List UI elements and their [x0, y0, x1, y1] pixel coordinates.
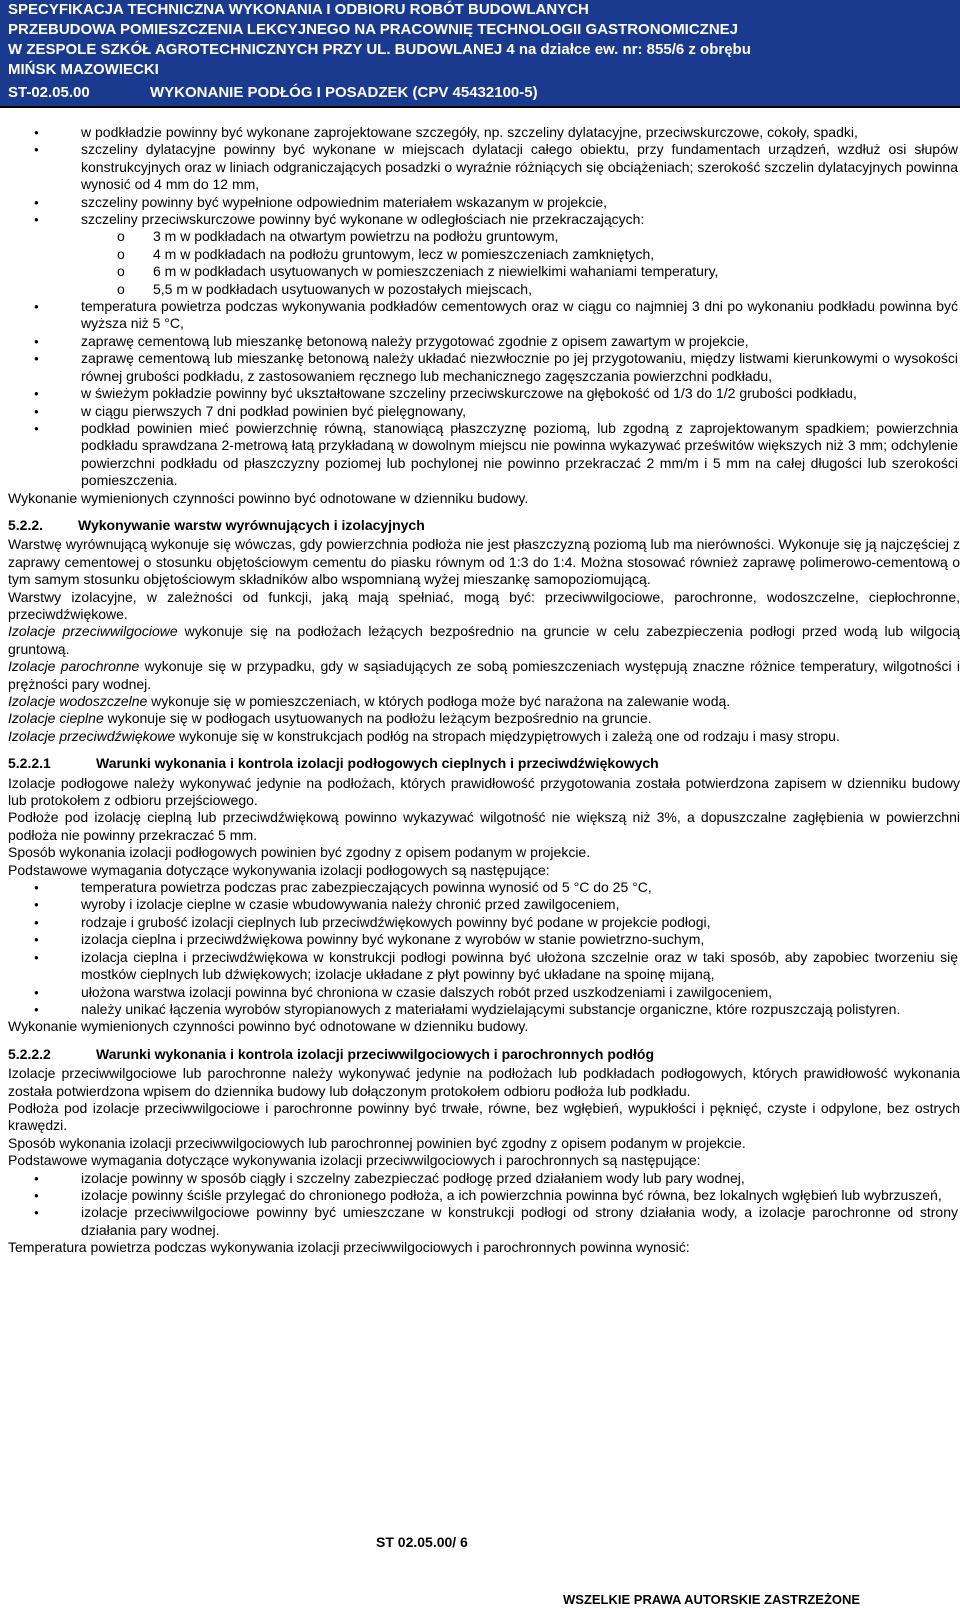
paragraph: [8, 728, 960, 745]
list-item: ● temperatura powietrza podczas wykonywania podkładów cementowych oraz w ciągu co najmniej 3 dni po wykonaniu podkładu powinna być wyższa niż 5 °C,: [8, 298, 958, 333]
heading-title: Wykonywanie warstw wyrównujących i izolacyjnych: [78, 516, 425, 533]
list-item: ● izolacje powinny w sposób ciągły i szczelny zabezpieczać podłogę przed działaniem wody lub pary wodnej,: [8, 1170, 958, 1187]
term-text: wykonuje się na podłożach leżących bezpośrednio na gruncie w celu zabezpieczenia podłogi przed wodą lub wilgocią gruntową.: [8, 623, 960, 657]
paragraph: Warstwy izolacyjne, w zależności od funkcji, jaką mają spełniać, mogą być: przeciwwilgociowe, parochronne, wodoszczelne, ciepłochronne, przeciwdźwiękowe.: [8, 588, 960, 622]
list-item: ● izolacje powinny ściśle przylegać do chronionego podłoża, a ich powierzchnia powinna być równa, bez lokalnych wgłębień lub wybrzuszeń,: [8, 1187, 958, 1204]
term-text: wykonuje się w pomieszczeniach, w których podłoga może być narażona na zalewanie wodą.: [147, 693, 731, 709]
header-line-3: W ZESPOLE SZKÓŁ AGROTECHNICZNYCH PRZY UL. BUDOWLANEJ 4 na działce ew. nr: 855/6 z obrębu: [8, 41, 751, 58]
sub-list-item: o 5,5 m w podkładach usytuowanych w pozostałych miejscach,: [81, 281, 958, 298]
heading-number: 5.2.2.2: [8, 1045, 51, 1062]
paragraph: Sposób wykonania izolacji przeciwwilgociowych lub parochronnej powinien być zgodny z opisem podanym w projekcie.: [8, 1134, 746, 1151]
paragraph: Temperatura powietrza podczas wykonywania izolacji przeciwwilgociowych i parochronnych powinna wynosić:: [8, 1239, 690, 1256]
sub-list-item: o 3 m w podkładach na otwartym powietrzu na podłożu gruntowym,: [81, 228, 958, 245]
list-item: ● zaprawę cementową lub mieszankę betonową należy układać niezwłocznie po jej przygotowaniu, między listwami kierunkowymi o wysokości równej grubości podkładu, z zastosowaniem ręcznego lub mechanicznego zagęszczania powierzchni podkładu,: [8, 350, 958, 385]
heading-title: Warunki wykonania i kontrola izolacji przeciwwilgociowych i parochronnych podłóg: [96, 1045, 655, 1062]
term: Izolacje cieplne: [8, 710, 104, 727]
bullet-list-2: [8, 879, 960, 1018]
term: Izolacje przeciwwilgociowe: [8, 623, 178, 640]
list-item: [8, 211, 958, 298]
spec-code: ST-02.05.00: [8, 84, 90, 101]
paragraph: Izolacje przeciwwilgociowe lub parochronne należy wykonywać jedynie na podłożach lub podkładach podłogowych, których prawidłowość wykonania została potwierdzona wpisem do dziennika budowy lub dołączonym protokołem odbioru podłoża lub podkładu.: [8, 1065, 960, 1099]
list-item: ● zaprawę cementową lub mieszankę betonową należy przygotować zgodnie z opisem zawartym w projekcie,: [8, 333, 958, 350]
heading-number: 5.2.2.: [8, 516, 44, 533]
section-title: WYKONANIE PODŁÓG I POSADZEK (CPV 45432100-5): [150, 84, 538, 101]
term: Izolacje parochronne: [8, 658, 140, 675]
heading-5-2-2-1: [8, 755, 960, 772]
list-item: ● izolacja cieplna i przeciwdźwiękowa w konstrukcji podłogi powinna być ułożona szczelnie oraz w taki sposób, aby zapobiec tworzeniu się mostków cieplnych lub dźwiękowych; izolacje układane z płyt powinny być układane na spoinę mijaną,: [8, 949, 958, 984]
sub-list: [81, 228, 958, 298]
paragraph: Podłoża pod izolacje przeciwwilgociowe i parochronne powinny być trwałe, równe, bez wgłębień, wypukłości i pęknięć, czyste i odpylone, bez ostrych krawędzi.: [8, 1099, 960, 1134]
list-item-text: szczeliny przeciwskurczowe powinny być wykonane w odległościach nie przekraczających:: [81, 211, 645, 228]
list-item: ● w ciągu pierwszych 7 dni podkład powinien być pielęgnowany,: [8, 403, 958, 420]
note-paragraph: Wykonanie wymienionych czynności powinno być odnotowane w dzienniku budowy.: [8, 1018, 529, 1035]
header-divider: [0, 106, 960, 108]
paragraph: Podstawowe wymagania dotyczące wykonywania izolacji podłogowych są następujące:: [8, 861, 550, 878]
list-item: ● szczeliny dylatacyjne powinny być wykonane w miejscach dylatacji całego obiektu, przy fundamentach urządzeń, wzdłuż osi słupów konstrukcyjnych oraz w liniach odgraniczających posadzki o wyraźnie różniących się obciążeniach; szerokość szczelin dylatacyjnych powinna wynosić od 4 mm do 12 mm,: [8, 141, 958, 193]
paragraph: [8, 658, 960, 693]
heading-number: 5.2.2.1: [8, 755, 51, 772]
note-paragraph: Wykonanie wymienionych czynności powinno być odnotowane w dzienniku budowy.: [8, 489, 529, 506]
heading-5-2-2: [8, 517, 960, 534]
list-item: ● należy unikać łączenia wyrobów styropianowych z materiałami wydzielającymi substancje organiczne, które rozpuszczają polistyren.: [8, 1001, 958, 1018]
term: Izolacje wodoszczelne: [8, 693, 148, 709]
list-item: ● temperatura powietrza podczas prac zabezpieczających powinna wynosić od 5 °C do 25 °C,: [8, 879, 958, 896]
list-item: ● wyroby i izolacje cieplne w czasie wbudowywania należy chronić przed zawilgoceniem,: [8, 896, 958, 913]
bullet-list-3: [8, 1170, 960, 1240]
paragraph: [8, 623, 960, 658]
heading-title: Warunki wykonania i kontrola izolacji podłogowych cieplnych i przeciwdźwiękowych: [96, 755, 659, 772]
header-line-4: MIŃSK MAZOWIECKI: [8, 61, 159, 78]
paragraph: [8, 693, 960, 710]
copyright-notice: WSZELKIE PRAWA AUTORSKIE ZASTRZEŻONE: [563, 1592, 861, 1607]
paragraph: Podstawowe wymagania dotyczące wykonywania izolacji przeciwwilgociowych i parochronnych są następujące:: [8, 1152, 701, 1169]
list-item: ● izolacja cieplna i przeciwdźwiękowa powinny być wykonane z wyrobów w stanie powietrzno-suchym,: [8, 931, 958, 948]
document-header: [0, 0, 960, 108]
header-line-1: SPECYFIKACJA TECHNICZNA WYKONANIA I ODBIORU ROBÓT BUDOWLANYCH: [8, 1, 589, 18]
sub-list-item: o 6 m w podkładach usytuowanych w pomieszczeniach z niewielkimi wahaniami temperatury,: [81, 263, 958, 280]
list-item: ● izolacje przeciwwilgociowe powinny być umieszczane w konstrukcji podłogi od strony działania wody, a izolacje parochronne od strony działania pary wodnej.: [8, 1204, 958, 1239]
list-item: ● ułożona warstwa izolacji powinna być chroniona w czasie dalszych robót przed uszkodzeniami i zawilgoceniem,: [8, 984, 958, 1001]
heading-5-2-2-2: [8, 1046, 960, 1063]
header-line-2: PRZEBUDOWA POMIESZCZENIA LEKCYJNEGO NA PRACOWNIĘ TECHNOLOGII GASTRONOMICZNEJ: [8, 21, 739, 38]
list-item: ● w podkładzie powinny być wykonane zaprojektowane szczegóły, np. szczeliny dylatacyjne, przeciwskurczowe, cokoły, spadki,: [8, 124, 958, 141]
paragraph: Podłoże pod izolację cieplną lub przeciwdźwiękową powinno wykazywać wilgotność nie większą niż 3%, a dopuszczalne zagłębienia w powierzchni podłoża nie powinny przekraczać 5 mm.: [8, 809, 960, 843]
paragraph: Sposób wykonania izolacji podłogowych powinien być zgodny z opisem podanym w projekcie.: [8, 844, 591, 861]
term-text: wykonuje się w konstrukcjach podłóg na stropach międzypiętrowych i zależą one od rodzaju i masy stropu.: [175, 727, 840, 744]
list-item: ● szczeliny powinny być wypełnione odpowiednim materiałem wskazanym w projekcie,: [8, 194, 958, 211]
term-text: wykonuje się w przypadku, gdy w sąsiadujących ze sobą pomieszczeniach występują znaczne różnice temperatury, wilgotności i prężności pary wodnej.: [8, 658, 960, 692]
list-item: ● rodzaje i grubość izolacji cieplnych lub przeciwdźwiękowych powinny być podane w projekcie podłogi,: [8, 914, 958, 931]
document-body: [8, 124, 960, 1257]
term: Izolacje przeciwdźwiękowe: [8, 727, 176, 744]
page-number: ST 02.05.00/ 6: [376, 1534, 468, 1550]
term-text: wykonuje się w podłogach usytuowanych na podłożu leżącym bezpośrednio na gruncie.: [103, 710, 652, 727]
list-item: ● w świeżym pokładzie powinny być ukształtowane szczeliny przeciwskurczowe na głębokość od 1/3 do 1/2 grubości podkładu,: [8, 385, 958, 402]
list-item: ● podkład powinien mieć powierzchnię równą, stanowiącą płaszczyznę poziomą, lub zgodną z zaprojektowanym spadkiem; powierzchnia podkładu sprawdzana 2-metrową łatą przykładaną w dowolnym miejscu nie powinna wykazywać prześwitów większych niż 3 mm; odchylenie powierzchni podkładu od płaszczyzny poziomej lub pochylonej nie powinno przekraczać 2 mm/m i 5 mm na całej długości lub szerokości pomieszczenia.: [8, 420, 958, 490]
paragraph: [8, 710, 960, 727]
paragraph: Warstwę wyrównującą wykonuje się wówczas, gdy powierzchnia podłoża nie jest płaszczyzną poziomą lub ma nierówności. Wykonuje się ją najczęściej z zaprawy cementowej o stosunku objętościowym cementu do piasku równym od 1:3 do 1:4. Można stosować również zaprawę polimerowo-cementową o tym samym stosunku objętościowym składników albo wspomnianą wyżej mieszankę samopoziomującą.: [8, 536, 960, 588]
paragraph: Izolacje podłogowe należy wykonywać jedynie na podłożach, których prawidłowość przygotowania została potwierdzona zapisem w dzienniku budowy lub protokołem z odbioru przejściowego.: [8, 774, 960, 809]
bullet-list-1: [8, 124, 960, 490]
sub-list-item: o 4 m w podkładach na podłożu gruntowym, lecz w pomieszczeniach zamkniętych,: [81, 246, 958, 263]
